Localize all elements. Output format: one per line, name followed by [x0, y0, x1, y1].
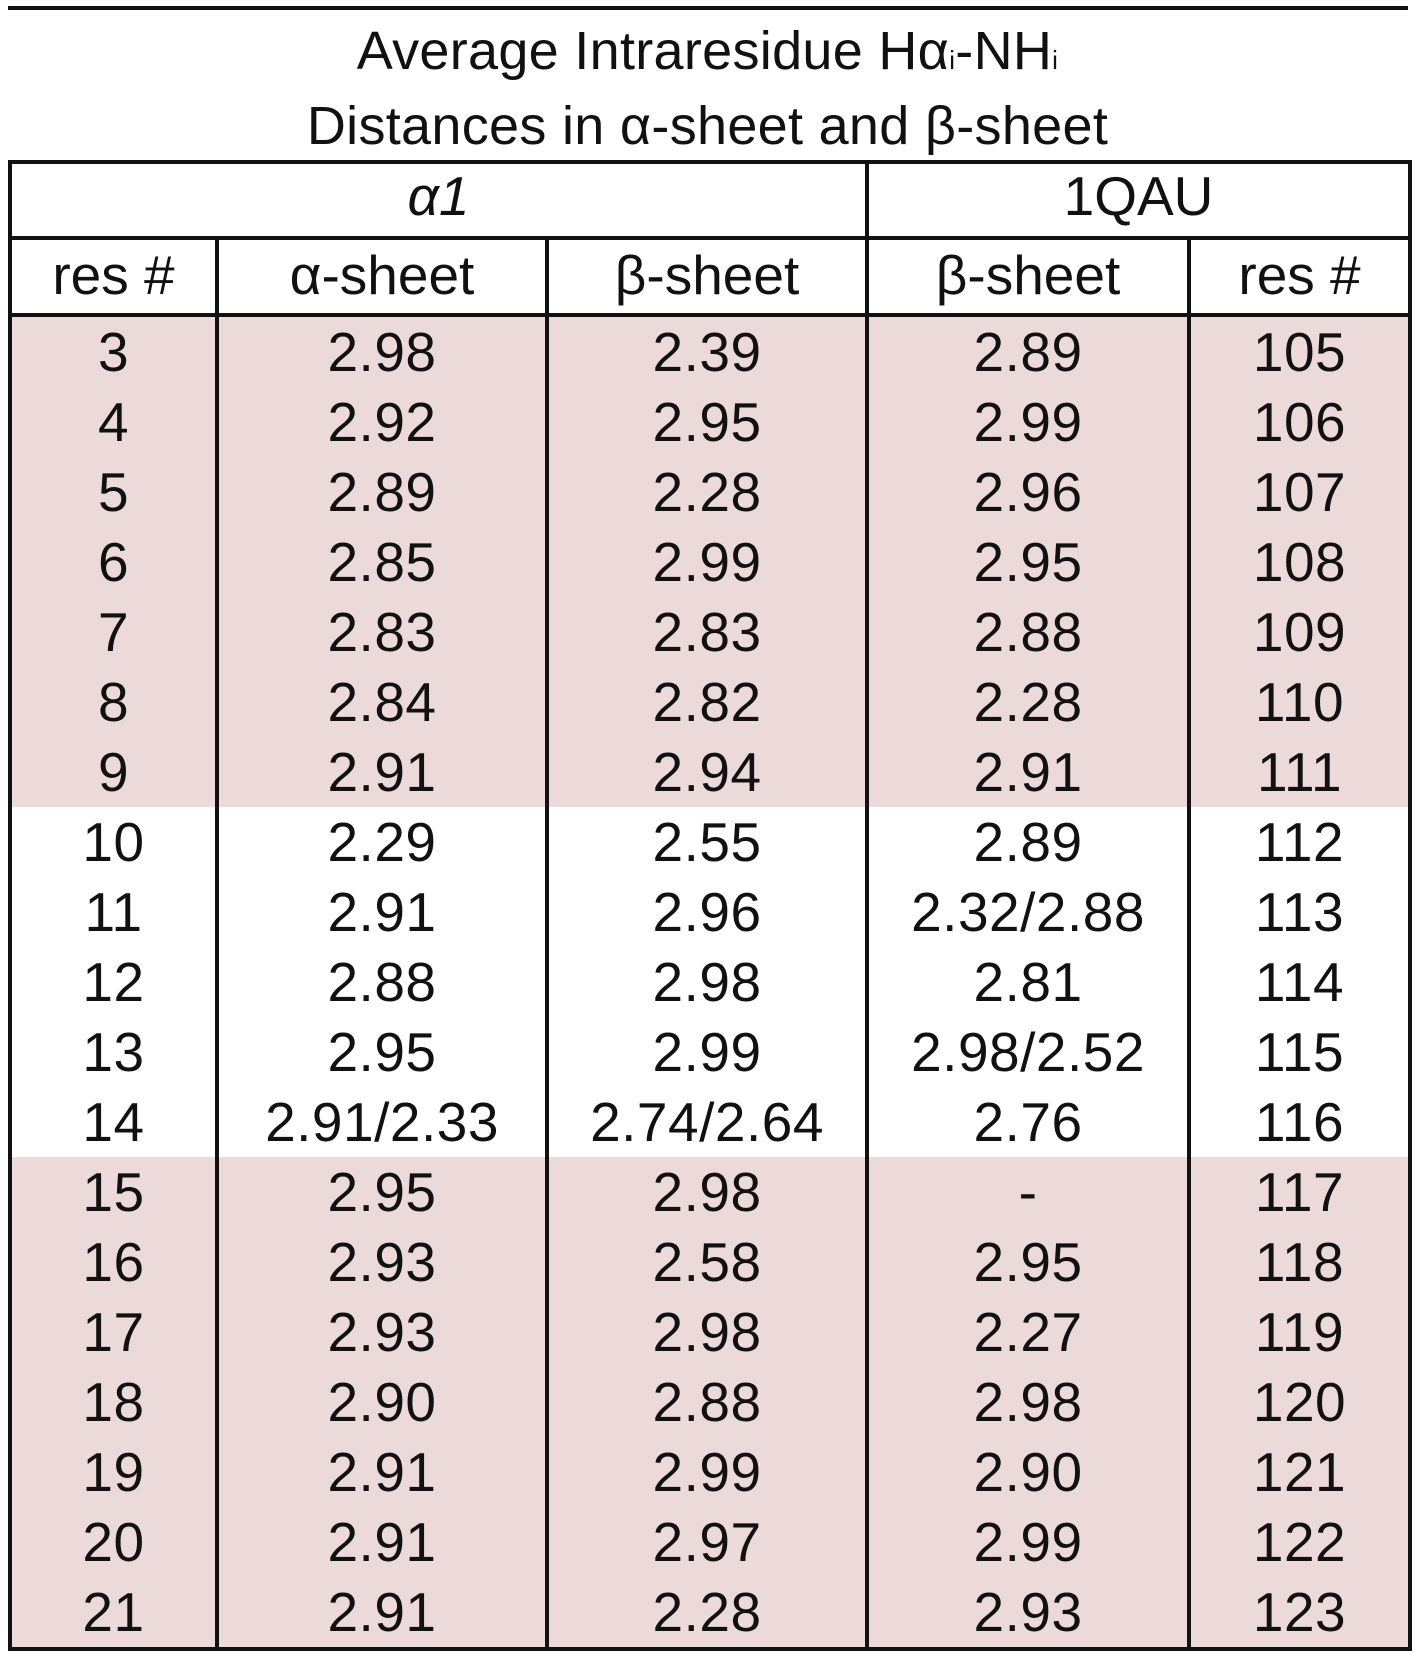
- cell-res-alpha1: 19: [10, 1437, 217, 1507]
- cell-res-1qau: 122: [1189, 1507, 1410, 1577]
- cell-res-alpha1: 16: [10, 1227, 217, 1297]
- cell-res-1qau: 117: [1189, 1157, 1410, 1227]
- cell-res-alpha1: 13: [10, 1017, 217, 1087]
- table-row: [10, 947, 1410, 1017]
- cell-beta-sheet-1qau: 2.76: [867, 1087, 1189, 1157]
- title-prefix: Average Intraresidue H: [356, 21, 918, 81]
- column-header-res-left: res #: [10, 238, 217, 315]
- table-row: [10, 1367, 1410, 1437]
- cell-res-alpha1: 11: [10, 877, 217, 947]
- cell-alpha-sheet: 2.84: [217, 667, 547, 737]
- cell-res-1qau: 112: [1189, 807, 1410, 877]
- cell-beta-sheet-1qau: 2.81: [867, 947, 1189, 1017]
- cell-res-1qau: 121: [1189, 1437, 1410, 1507]
- table-row: [10, 1227, 1410, 1297]
- cell-alpha-sheet: 2.91: [217, 1507, 547, 1577]
- cell-res-alpha1: 14: [10, 1087, 217, 1157]
- column-header-res-right: res #: [1189, 238, 1410, 315]
- distance-table: [8, 160, 1412, 1651]
- cell-alpha-sheet: 2.92: [217, 387, 547, 457]
- cell-alpha-sheet: 2.85: [217, 527, 547, 597]
- cell-beta-sheet-alpha1: 2.96: [547, 877, 867, 947]
- table-row: [10, 1297, 1410, 1367]
- table-title: [0, 18, 1415, 159]
- cell-alpha-sheet: 2.89: [217, 457, 547, 527]
- cell-res-1qau: 108: [1189, 527, 1410, 597]
- table-row: [10, 667, 1410, 737]
- table-row: [10, 1577, 1410, 1649]
- cell-alpha-sheet: 2.88: [217, 947, 547, 1017]
- cell-res-alpha1: 6: [10, 527, 217, 597]
- cell-beta-sheet-1qau: 2.99: [867, 1507, 1189, 1577]
- cell-beta-sheet-alpha1: 2.98: [547, 947, 867, 1017]
- cell-beta-sheet-alpha1: 2.98: [547, 1157, 867, 1227]
- cell-res-alpha1: 5: [10, 457, 217, 527]
- cell-beta-sheet-alpha1: 2.55: [547, 807, 867, 877]
- cell-beta-sheet-1qau: 2.99: [867, 387, 1189, 457]
- table-row: [10, 1087, 1410, 1157]
- title-subscript-1: i: [949, 45, 956, 75]
- cell-beta-sheet-1qau: 2.88: [867, 597, 1189, 667]
- cell-beta-sheet-1qau: 2.32/2.88: [867, 877, 1189, 947]
- cell-alpha-sheet: 2.91: [217, 877, 547, 947]
- cell-res-1qau: 107: [1189, 457, 1410, 527]
- cell-beta-sheet-1qau: 2.89: [867, 315, 1189, 387]
- cell-beta-sheet-alpha1: 2.99: [547, 527, 867, 597]
- cell-alpha-sheet: 2.91: [217, 1437, 547, 1507]
- title-subscript-2: i: [1052, 45, 1059, 75]
- cell-beta-sheet-alpha1: 2.74/2.64: [547, 1087, 867, 1157]
- cell-beta-sheet-1qau: 2.98/2.52: [867, 1017, 1189, 1087]
- table-body: [10, 315, 1410, 1649]
- cell-beta-sheet-1qau: 2.95: [867, 527, 1189, 597]
- cell-beta-sheet-alpha1: 2.94: [547, 737, 867, 807]
- column-header-beta-sheet-alpha1: β-sheet: [547, 238, 867, 315]
- cell-res-1qau: 120: [1189, 1367, 1410, 1437]
- title-line-1: [0, 18, 1415, 93]
- cell-res-alpha1: 8: [10, 667, 217, 737]
- cell-res-alpha1: 7: [10, 597, 217, 667]
- cell-res-1qau: 109: [1189, 597, 1410, 667]
- cell-res-alpha1: 21: [10, 1577, 217, 1649]
- table-row: [10, 315, 1410, 387]
- cell-res-1qau: 119: [1189, 1297, 1410, 1367]
- cell-beta-sheet-1qau: 2.98: [867, 1367, 1189, 1437]
- cell-beta-sheet-1qau: 2.95: [867, 1227, 1189, 1297]
- cell-res-alpha1: 4: [10, 387, 217, 457]
- group-header-alpha1: α1: [10, 162, 867, 238]
- cell-res-alpha1: 3: [10, 315, 217, 387]
- table-row: [10, 1437, 1410, 1507]
- table-row: [10, 457, 1410, 527]
- cell-res-1qau: 110: [1189, 667, 1410, 737]
- cell-alpha-sheet: 2.29: [217, 807, 547, 877]
- cell-beta-sheet-alpha1: 2.58: [547, 1227, 867, 1297]
- cell-res-1qau: 115: [1189, 1017, 1410, 1087]
- cell-beta-sheet-alpha1: 2.95: [547, 387, 867, 457]
- table-row: [10, 807, 1410, 877]
- table-row: [10, 387, 1410, 457]
- title-line-2: Distances in α-sheet and β-sheet: [306, 96, 1109, 156]
- group-header-1qau: 1QAU: [867, 162, 1410, 238]
- cell-alpha-sheet: 2.98: [217, 315, 547, 387]
- cell-beta-sheet-alpha1: 2.99: [547, 1017, 867, 1087]
- cell-beta-sheet-1qau: 2.96: [867, 457, 1189, 527]
- cell-res-alpha1: 10: [10, 807, 217, 877]
- cell-res-alpha1: 12: [10, 947, 217, 1017]
- group-header-row: [10, 162, 1410, 238]
- table-row: [10, 1507, 1410, 1577]
- cell-beta-sheet-alpha1: 2.98: [547, 1297, 867, 1367]
- cell-res-alpha1: 20: [10, 1507, 217, 1577]
- cell-res-alpha1: 9: [10, 737, 217, 807]
- cell-alpha-sheet: 2.95: [217, 1017, 547, 1087]
- table-row: [10, 597, 1410, 667]
- cell-alpha-sheet: 2.90: [217, 1367, 547, 1437]
- table-row: [10, 1017, 1410, 1087]
- cell-alpha-sheet: 2.83: [217, 597, 547, 667]
- cell-res-1qau: 111: [1189, 737, 1410, 807]
- cell-res-alpha1: 15: [10, 1157, 217, 1227]
- column-header-alpha-sheet: α-sheet: [217, 238, 547, 315]
- table-row: [10, 1157, 1410, 1227]
- cell-beta-sheet-1qau: 2.27: [867, 1297, 1189, 1367]
- cell-beta-sheet-alpha1: 2.82: [547, 667, 867, 737]
- cell-res-1qau: 114: [1189, 947, 1410, 1017]
- cell-beta-sheet-alpha1: 2.99: [547, 1437, 867, 1507]
- cell-res-1qau: 123: [1189, 1577, 1410, 1649]
- cell-res-1qau: 105: [1189, 315, 1410, 387]
- cell-beta-sheet-1qau: 2.89: [867, 807, 1189, 877]
- table-row: [10, 877, 1410, 947]
- top-rule: [8, 6, 1408, 10]
- column-header-beta-sheet-1qau: β-sheet: [867, 238, 1189, 315]
- cell-res-1qau: 113: [1189, 877, 1410, 947]
- cell-beta-sheet-alpha1: 2.28: [547, 1577, 867, 1649]
- cell-alpha-sheet: 2.95: [217, 1157, 547, 1227]
- title-alpha: α: [917, 21, 950, 81]
- table-row: [10, 737, 1410, 807]
- cell-beta-sheet-1qau: 2.93: [867, 1577, 1189, 1649]
- column-header-row: [10, 238, 1410, 315]
- cell-beta-sheet-alpha1: 2.28: [547, 457, 867, 527]
- cell-res-1qau: 116: [1189, 1087, 1410, 1157]
- cell-res-alpha1: 18: [10, 1367, 217, 1437]
- table-row: [10, 527, 1410, 597]
- cell-beta-sheet-alpha1: 2.83: [547, 597, 867, 667]
- cell-beta-sheet-1qau: 2.91: [867, 737, 1189, 807]
- cell-beta-sheet-1qau: -: [867, 1157, 1189, 1227]
- cell-res-1qau: 118: [1189, 1227, 1410, 1297]
- cell-res-1qau: 106: [1189, 387, 1410, 457]
- cell-res-alpha1: 17: [10, 1297, 217, 1367]
- cell-alpha-sheet: 2.93: [217, 1227, 547, 1297]
- cell-beta-sheet-alpha1: 2.39: [547, 315, 867, 387]
- cell-beta-sheet-alpha1: 2.97: [547, 1507, 867, 1577]
- cell-alpha-sheet: 2.91: [217, 737, 547, 807]
- cell-beta-sheet-1qau: 2.28: [867, 667, 1189, 737]
- cell-alpha-sheet: 2.93: [217, 1297, 547, 1367]
- cell-alpha-sheet: 2.91/2.33: [217, 1087, 547, 1157]
- cell-alpha-sheet: 2.91: [217, 1577, 547, 1649]
- title-mid: -NH: [955, 21, 1053, 81]
- cell-beta-sheet-alpha1: 2.88: [547, 1367, 867, 1437]
- cell-beta-sheet-1qau: 2.90: [867, 1437, 1189, 1507]
